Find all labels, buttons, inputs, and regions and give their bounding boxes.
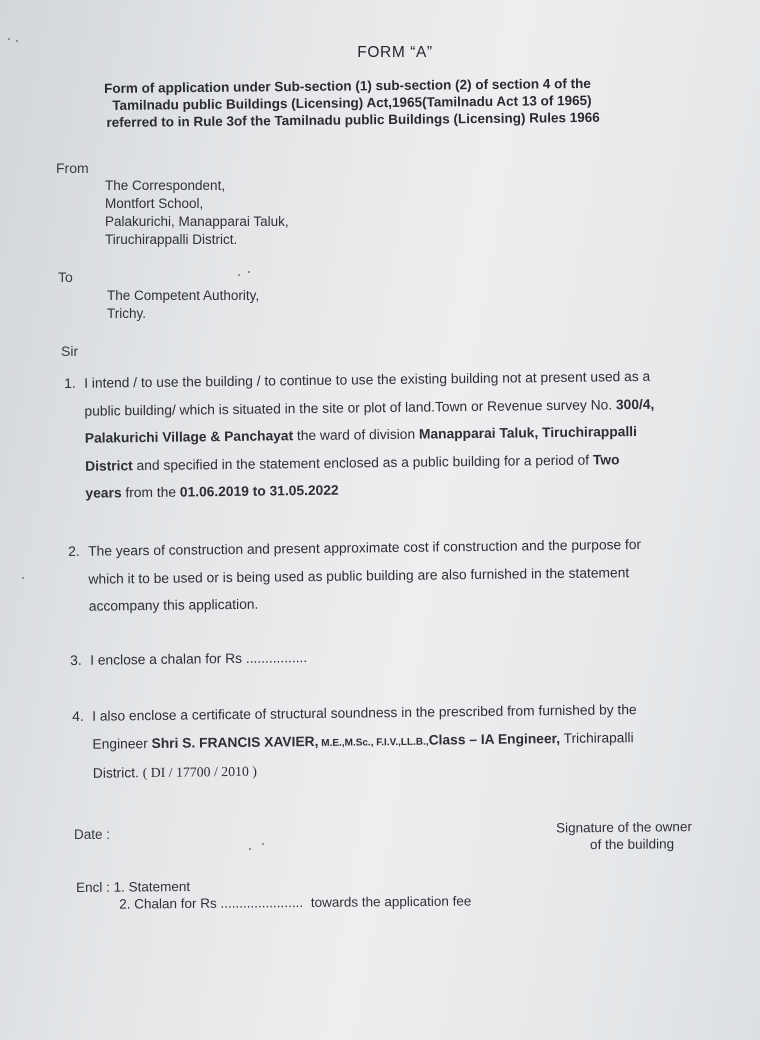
from-line-3: Palakurichi, Manapparai Taluk,	[105, 214, 289, 229]
item-2-line-2: which it to be used or is being used as public building are also furnished in the statement	[88, 564, 630, 587]
enclosure-chalan: 2. Chalan for Rs ......................	[119, 895, 304, 912]
village-name: Palakurichi Village & Panchayat	[84, 428, 294, 446]
item-4-number: 4.	[72, 708, 84, 724]
engineer-name: Shri S. FRANCIS XAVIER,	[151, 733, 319, 751]
enclosure-fee-text: towards the application fee	[310, 893, 472, 910]
subheading-line-3: referred to in Rule 3of the Tamilnadu public Buildings (Licensing) Rules 1966	[106, 109, 600, 130]
item-1-line-1: I intend / to use the building / to continue to use the existing building not at present used as a	[84, 368, 651, 391]
scan-speck	[22, 577, 24, 579]
item-2-line-1: The years of construction and present approximate cost if construction and the purpose for	[88, 536, 642, 559]
to-label: To	[58, 269, 73, 285]
from-label: From	[56, 160, 89, 176]
from-line-1: The Correspondent,	[105, 178, 226, 193]
years-word: years	[85, 485, 122, 501]
item-1-line-3: the ward of division	[293, 426, 420, 444]
subheading-line-2: Tamilnadu public Buildings (Licensing) Act,1965(Tamilnadu Act 13 of 1965)	[112, 92, 592, 113]
item-2-line-3: accompany this application.	[88, 596, 259, 614]
enclosure-line-1: Encl : 1. Statement	[76, 879, 191, 895]
item-4-line-1: I also enclose a certificate of structural soundness in the prescribed from furnished by the	[92, 702, 637, 724]
enclosures	[76, 876, 471, 913]
item-1-line-2: public building/ which is situated in the site or plot of land.Town or Revenue survey No.	[84, 396, 617, 419]
survey-number: 300/4,	[615, 396, 655, 412]
item-4	[72, 696, 637, 787]
scan-speck	[8, 38, 10, 40]
period-dates: 01.06.2019 to 31.05.2022	[179, 482, 339, 500]
item-3-number: 3.	[70, 652, 82, 668]
signature-line-1: Signature of the owner	[555, 819, 692, 836]
scan-speck	[262, 843, 264, 845]
item-2-number: 2.	[68, 543, 80, 559]
district-word: District	[85, 457, 133, 474]
from-line-4: Tiruchirappalli District.	[105, 232, 238, 247]
scan-speck	[249, 848, 251, 850]
scan-speck	[16, 40, 18, 42]
item-2	[68, 531, 642, 620]
date-label: Date :	[74, 827, 111, 842]
signature-line-2: of the building	[589, 836, 675, 853]
item-1-number: 1.	[64, 375, 76, 391]
from-address	[105, 177, 289, 249]
item-1-line-5: from the	[121, 484, 180, 501]
item-3-text: I enclose a chalan for Rs ................	[90, 650, 308, 668]
item-1-line-4: and specified in the statement enclosed as a public building for a period of	[132, 452, 593, 473]
to-line-1: The Competent Authority,	[107, 288, 260, 303]
from-line-2: Montfort School,	[105, 196, 204, 211]
taluk-name: Manapparai Taluk, Tiruchirappalli	[418, 424, 637, 442]
item-1	[64, 363, 655, 508]
engineer-word: Engineer	[92, 735, 152, 752]
to-line-2: Trichy.	[107, 306, 146, 321]
certificate-reference: ( DI / 17700 / 2010 )	[142, 763, 257, 781]
salutation: Sir	[61, 343, 79, 359]
period-value: Two	[592, 451, 620, 468]
form-subheading	[104, 74, 705, 131]
engineer-class: Class – IA Engineer,	[428, 730, 561, 748]
engineer-degrees: M.E.,M.Sc., F.I.V.,LL.B.,	[318, 736, 429, 749]
form-title: FORM “A”	[357, 44, 433, 61]
item-3	[70, 644, 307, 674]
engineer-location: Trichirapalli	[559, 729, 634, 746]
subheading-line-1: Form of application under Sub-section (1) sub-section (2) of section 4 of the	[104, 75, 591, 96]
signature-block	[520, 818, 692, 854]
scan-speck	[238, 274, 240, 276]
enclosure-line-2	[76, 893, 471, 913]
to-address	[107, 287, 259, 323]
scan-speck	[248, 271, 250, 273]
district-label: District.	[92, 765, 143, 781]
